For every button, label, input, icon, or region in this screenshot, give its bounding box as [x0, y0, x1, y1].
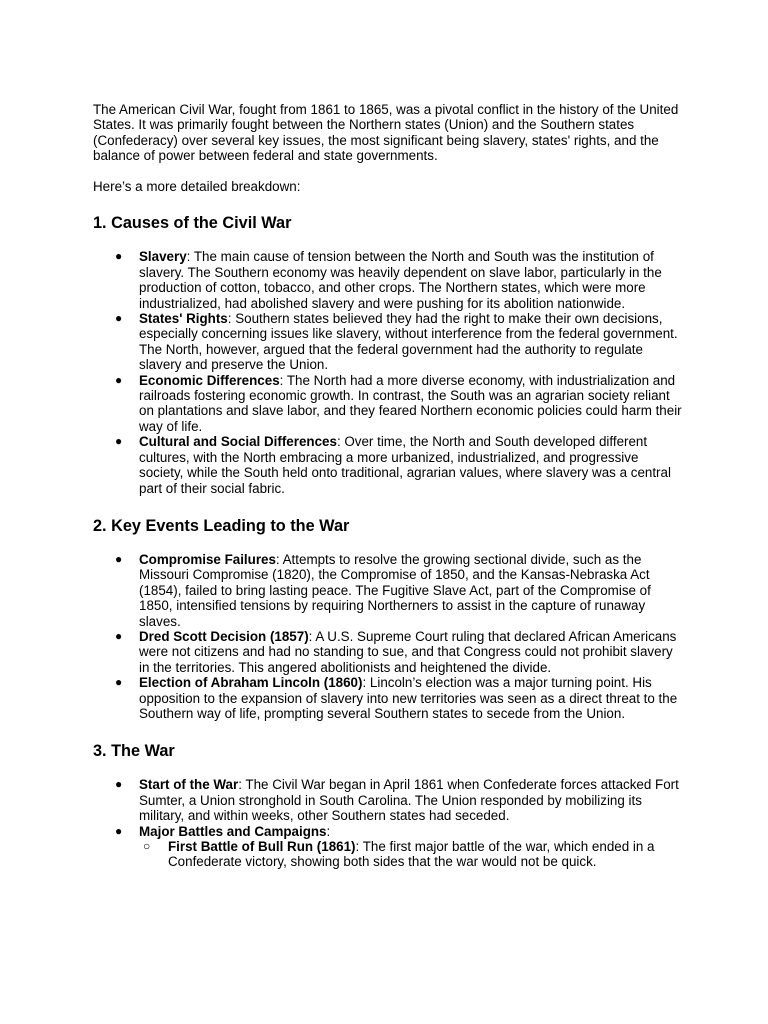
bullet-icon: ●: [115, 372, 123, 387]
item-text: : A U.S. Supreme Court ruling that declared African Americans were not citizens and had no standing to sue, and that Congress could not prohibit slavery in the territories. This angered abolitionists and heightened the divide.: [139, 628, 677, 675]
bullet-icon: ●: [115, 434, 123, 449]
list-item: [93, 249, 683, 311]
item-term: Major Battles and Campaigns: [139, 823, 327, 839]
list-item: [93, 777, 683, 823]
intro-paragraph: The American Civil War, fought from 1861 to 1865, was a pivotal conflict in the history of the United States. It was primarily fought between the Northern states (Union) and the Southern states (Confederacy) over several key issues, the most significant being slavery, states' rights, and the balance of power between federal and state governments.: [93, 102, 679, 164]
bullet-icon: ●: [115, 675, 123, 690]
bullet-icon: ●: [115, 249, 123, 264]
item-term: Economic Differences: [139, 372, 280, 388]
item-term: Dred Scott Decision (1857): [139, 628, 309, 644]
item-term: Compromise Failures: [139, 551, 276, 567]
item-term: First Battle of Bull Run (1861): [168, 839, 356, 855]
bullet-icon: ●: [115, 777, 123, 792]
bullet-icon: ●: [115, 823, 123, 838]
item-text: : The Civil War began in April 1861 when Confederate forces attacked Fort Sumter, a Union stronghold in South Carolina. The Union responded by mobilizing its military, and within weeks, other Southern states had seceded.: [139, 777, 679, 824]
item-term: Start of the War: [139, 777, 239, 793]
bullet-list: [93, 552, 683, 721]
list-item: [93, 675, 683, 721]
item-text: : Over time, the North and South developed different cultures, with the North embracing a more urbanized, industrialized, and progressive society, while the South held onto traditional, agrarian values, where slavery was a central part of their social fabric.: [139, 434, 671, 496]
item-term: Slavery: [139, 249, 187, 265]
item-term: Cultural and Social Differences: [139, 434, 337, 450]
list-item: [93, 824, 683, 870]
bullet-icon: ●: [115, 551, 123, 566]
bullet-list: [93, 777, 683, 869]
list-item: [93, 373, 683, 435]
section-heading: 2. Key Events Leading to the War: [93, 516, 350, 535]
document-body: [93, 102, 683, 870]
sub-bullet-icon: ○: [143, 839, 151, 854]
item-term: Election of Abraham Lincoln (1860): [139, 675, 363, 691]
item-text: : The North had a more diverse economy, with industrialization and railroads fostering economic growth. In contrast, the South was an agrarian society reliant on plantations and slave labor, and they feared Northern economic policies could harm their way of life.: [139, 372, 682, 434]
bullet-icon: ●: [115, 628, 123, 643]
item-text: :: [326, 823, 331, 839]
list-item: [93, 434, 683, 496]
list-item: [93, 552, 683, 629]
item-text: : Lincoln’s election was a major turning point. His opposition to the expansion of slavery into new territories was seen as a direct threat to the Southern way of life, prompting several Southern states to secede from the Union.: [139, 675, 678, 721]
intro-lead: Here’s a more detailed breakdown:: [93, 179, 301, 195]
item-text: : The first major battle of the war, which ended in a Confederate victory, showing both sides that the war would not be quick.: [168, 839, 655, 870]
sub-list-item: [139, 839, 683, 870]
item-term: States' Rights: [139, 311, 228, 327]
list-item: [93, 311, 683, 373]
list-item: [93, 629, 683, 675]
item-text: : The main cause of tension between the North and South was the institution of slavery. The Southern economy was heavily dependent on slave labor, particularly in the production of cotton, tobacco, and other crops. The Northern states, which were more industrialized, had abolished slavery and were pushing for its abolition nationwide.: [139, 249, 662, 311]
section-heading: 1. Causes of the Civil War: [93, 214, 292, 233]
bullet-icon: ●: [115, 311, 123, 326]
bullet-list: [93, 249, 683, 496]
section-heading: 3. The War: [93, 742, 175, 761]
item-text: : Southern states believed they had the right to make their own decisions, especially concerning issues like slavery, without interference from the federal government. The North, however, argued that the federal government had the authority to regulate slavery and preserve the Union.: [139, 311, 678, 373]
item-text: : Attempts to resolve the growing sectional divide, such as the Missouri Compromise (1820), the Compromise of 1850, and the Kansas-Nebraska Act (1854), failed to bring lasting peace. The Fugitive Slave Act, part of the Compromise of 1850, intensified tensions by requiring Northerners to assist in the capture of runaway slaves.: [139, 551, 651, 629]
sub-bullet-list: [139, 839, 683, 870]
